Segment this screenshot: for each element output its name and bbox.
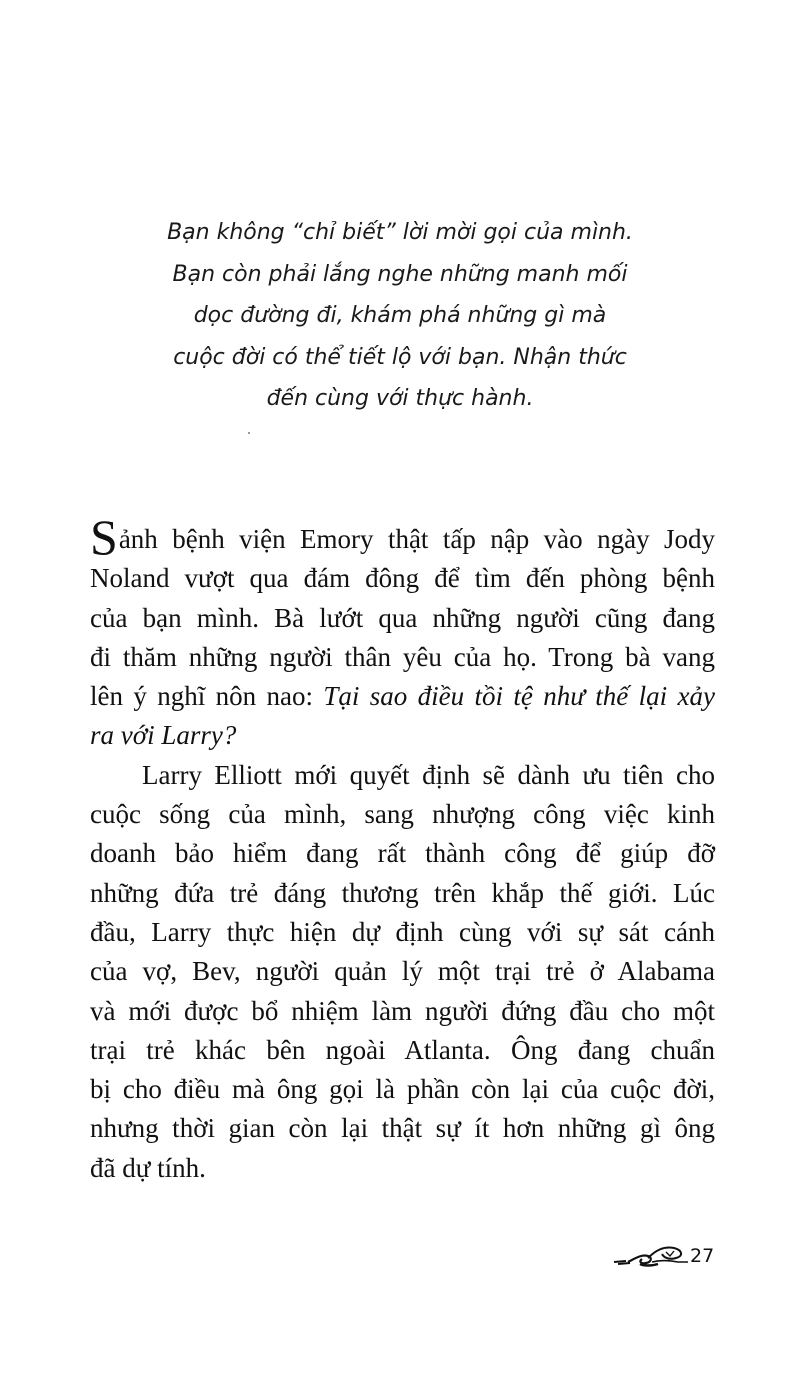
body-line: Larry Elliott mới quyết định sẽ dành ưu tiên cho (142, 759, 715, 790)
body-line: đã dự tính. (90, 1152, 206, 1183)
body-line (90, 716, 715, 755)
body-line: những đứa trẻ đáng thương trên khắp thế giới. Lúc (90, 877, 715, 908)
body-line: của bạn mình. Bà lướt qua những người cũng đang (90, 602, 715, 633)
page-footer (612, 1238, 732, 1274)
body-line: doanh bảo hiểm đang rất thành công để giúp đỡ (90, 838, 715, 869)
stray-ink-dot (248, 432, 250, 434)
body-line: bị cho điều mà ông gọi là phần còn lại của cuộc đời, (90, 1074, 715, 1105)
body-line: cuộc sống của mình, sang nhượng công việc kinh (90, 799, 715, 830)
body-line: đi thăm những người thân yêu của họ. Trong bà vang (90, 641, 715, 672)
body-line: lên ý nghĩ nôn nao: Tại sao điều tồi tệ như thế lại xảy (90, 681, 715, 712)
body-line: đầu, Larry thực hiện dự định cùng với sự sát cánh (90, 916, 715, 947)
body-line: của vợ, Bev, người quản lý một trại trẻ ở Alabama (90, 956, 715, 987)
epigraph-line: Bạn không “chỉ biết” lời mời gọi của mình. (167, 220, 633, 245)
body-line: và mới được bổ nhiệm làm người đứng đầu cho một (90, 995, 715, 1026)
epigraph-line: Bạn còn phải lắng nghe những manh mối (172, 261, 628, 287)
body-line: Noland vượt qua đám đông để tìm đến phòng bệnh (90, 563, 715, 594)
dropcap-letter: S (90, 509, 118, 565)
body-line: trại trẻ khác bên ngoài Atlanta. Ông đang chuẩn (90, 1034, 715, 1065)
epigraph-line: đến cùng với thực hành. (266, 386, 534, 411)
epigraph-line: dọc đường đi, khám phá những gì mà (193, 303, 607, 328)
epigraph-quote (150, 212, 650, 420)
body-text (90, 509, 715, 1188)
body-line: Sảnh bệnh viện Emory thật tấp nập vào ngày Jody (90, 509, 715, 565)
page-number: 27 (690, 1245, 715, 1267)
epigraph-line: cuộc đời có thể tiết lộ với bạn. Nhận thức (173, 344, 627, 370)
italic-phrase: Tại sao điều tồi tệ như thế lại xảy (323, 681, 715, 712)
italic-phrase: ra với Larry? (90, 720, 237, 751)
body-line: nhưng thời gian còn lại thật sự ít hơn những gì ông (90, 1113, 715, 1144)
hand-drawn-flourish-icon (612, 1240, 702, 1270)
